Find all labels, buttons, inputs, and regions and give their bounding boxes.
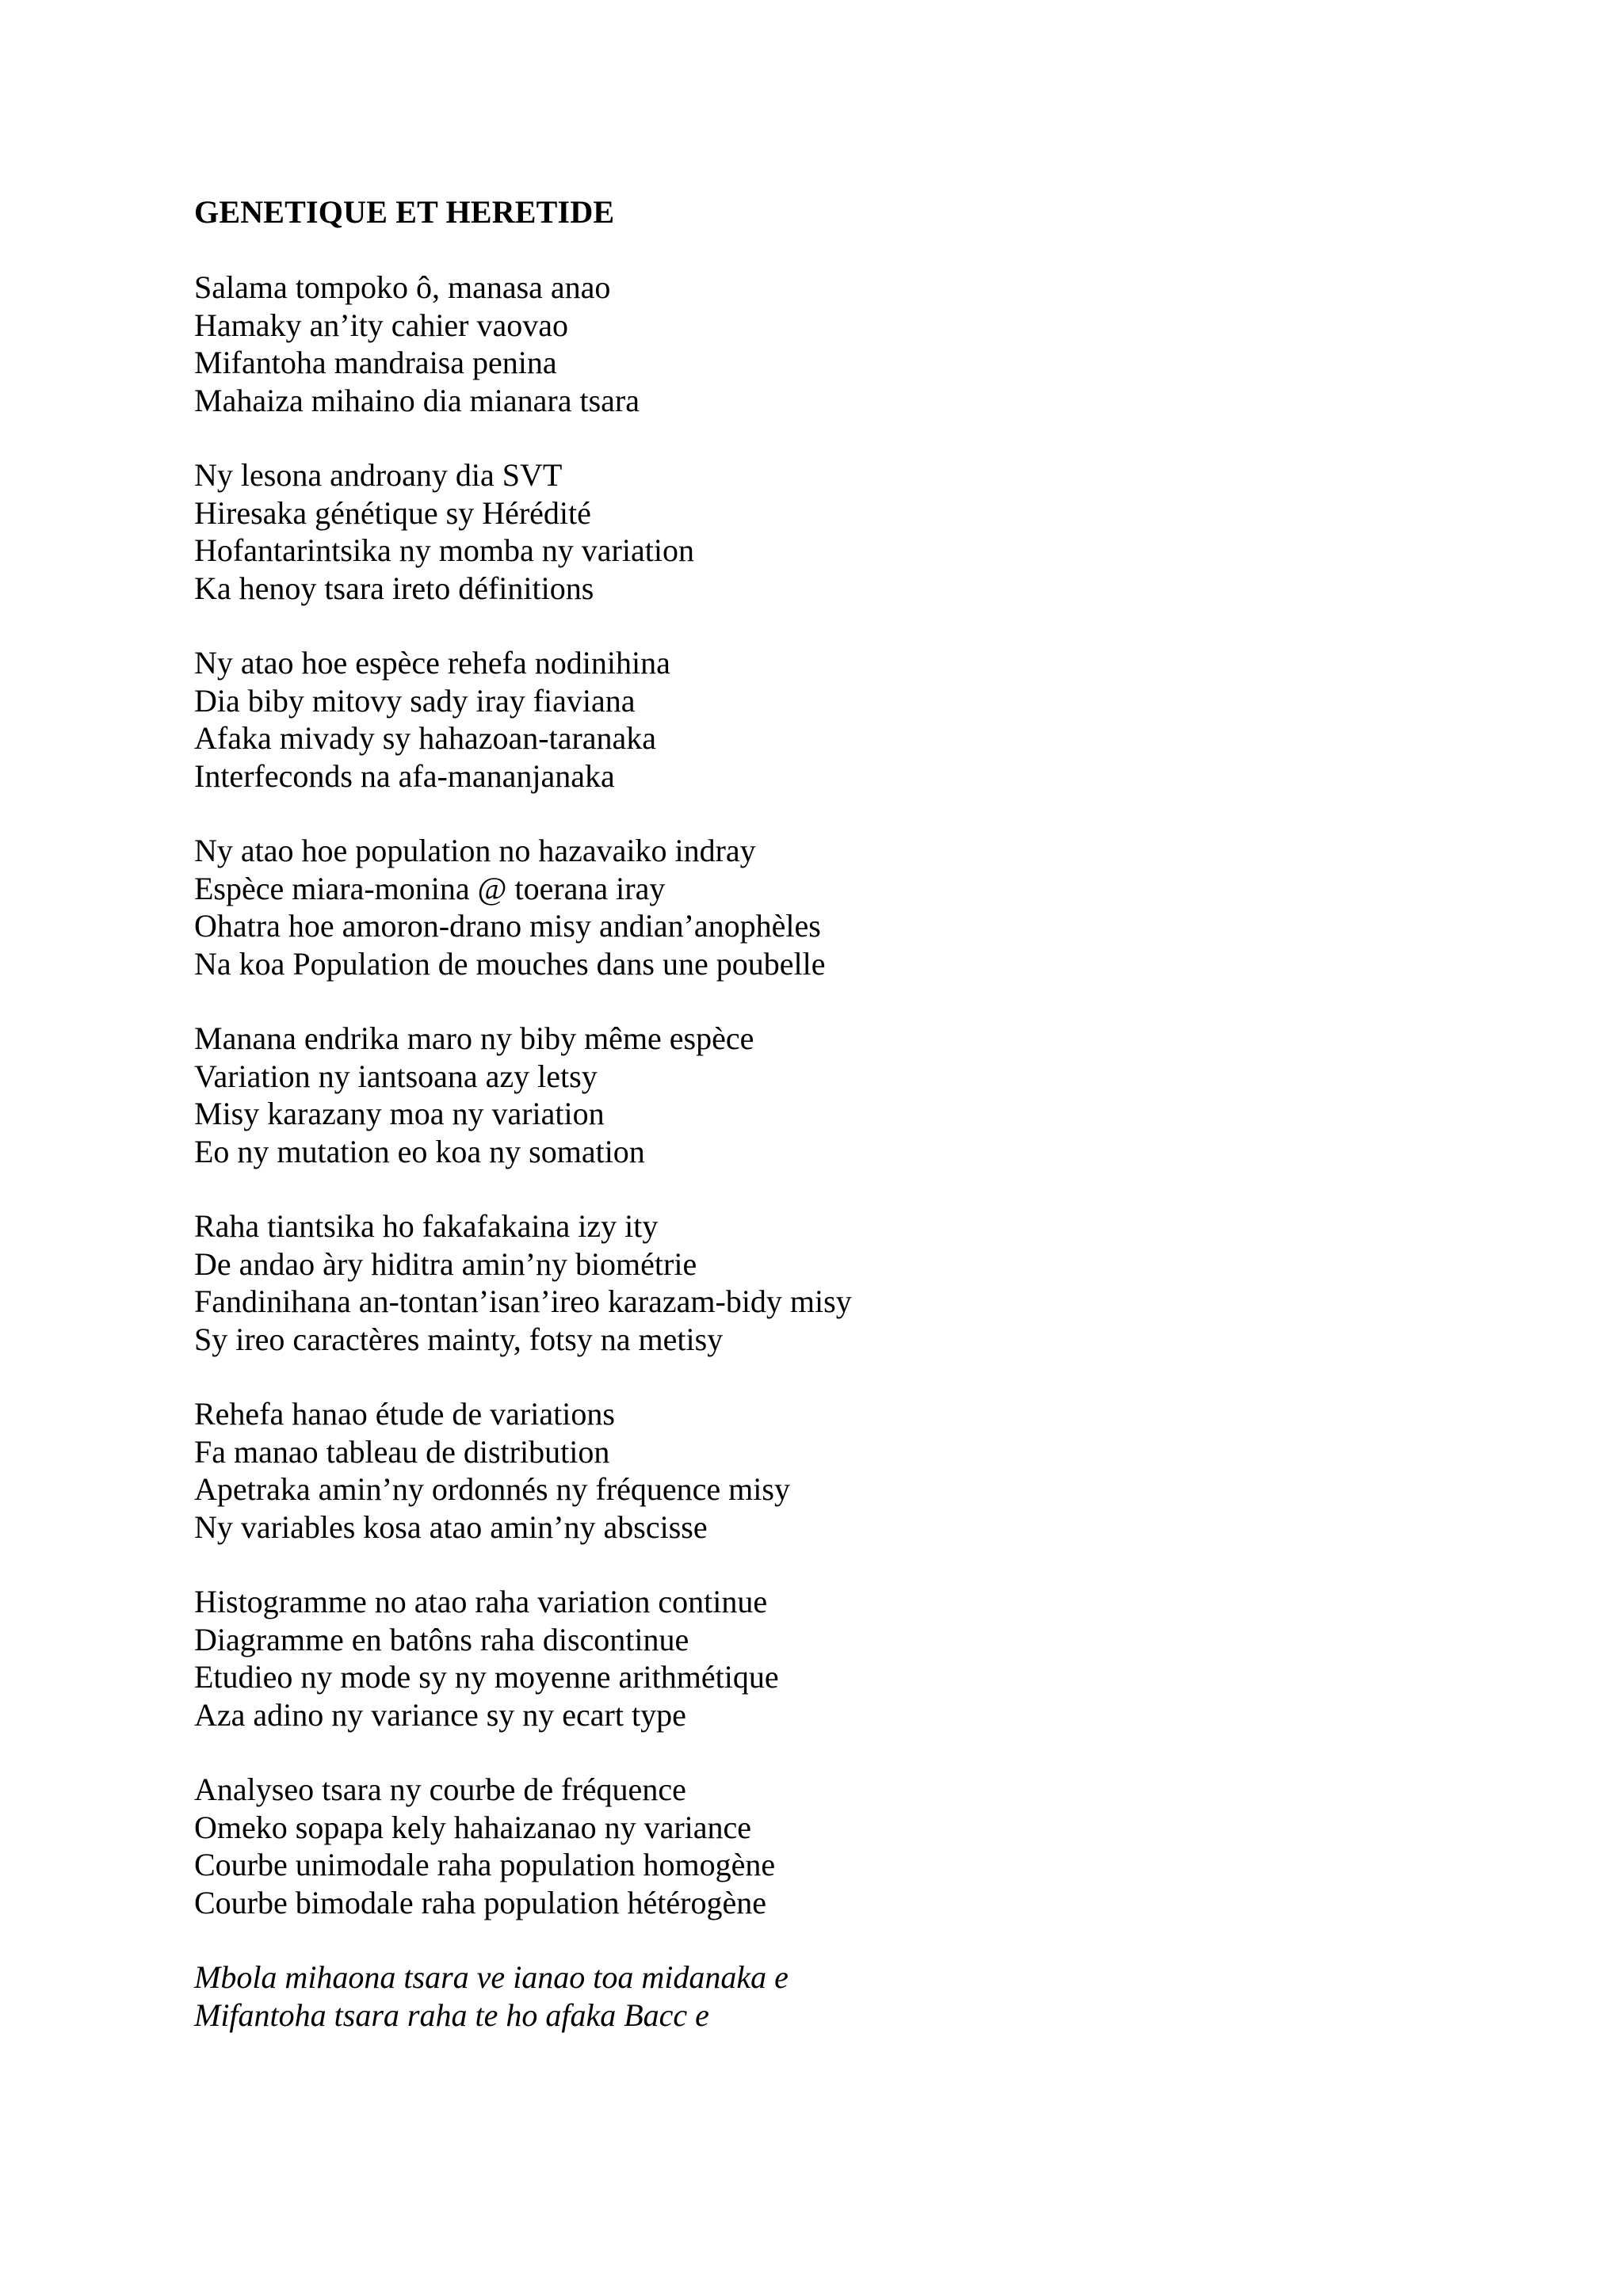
poem-line: Ka henoy tsara ireto définitions <box>194 570 594 606</box>
poem-line: Mbola mihaona tsara ve ianao toa midanaka e <box>194 1959 789 1995</box>
poem-line: Afaka mivady sy hahazoan-taranaka <box>194 720 657 756</box>
poem-line: Ny variables kosa atao amin’ny abscisse <box>194 1508 708 1545</box>
poem-line: Manana endrika maro ny biby même espèce <box>194 1020 754 1056</box>
poem-line: Sy ireo caractères mainty, fotsy na metisy <box>194 1321 724 1357</box>
poem-line: Hofantarintsika ny momba ny variation <box>194 532 694 568</box>
stanza-6 <box>194 1207 1541 1358</box>
poem-line: Dia biby mitovy sady iray fiaviana <box>194 682 636 719</box>
poem-line: Variation ny iantsoana azy letsy <box>194 1058 598 1094</box>
poem-line: Raha tiantsika ho fakafakaina izy ity <box>194 1208 659 1244</box>
poem-line: Ny atao hoe population no hazavaiko indray <box>194 833 756 868</box>
stanza-8 <box>194 1583 1541 1733</box>
poem-line: Interfeconds na afa-mananjanaka <box>194 757 615 794</box>
poem-line: Omeko sopapa kely hahaizanao ny variance <box>194 1809 752 1845</box>
poem-line: Apetraka amin’ny ordonnés ny fréquence misy <box>194 1471 790 1507</box>
poem-line: Ny atao hoe espèce rehefa nodinihina <box>194 645 670 681</box>
poem-line: Diagramme en batôns raha discontinue <box>194 1621 689 1657</box>
poem-line: Ohatra hoe amoron-drano misy andian’anophèles <box>194 908 821 944</box>
poem-line: Na koa Population de mouches dans une poubelle <box>194 945 826 982</box>
poem-line: Courbe bimodale raha population hétérogène <box>194 1884 766 1920</box>
stanza-4 <box>194 832 1541 982</box>
poem-line: Eo ny mutation eo koa ny somation <box>194 1133 645 1169</box>
stanza-5 <box>194 1020 1541 1170</box>
poem-line: Espèce miara-monina @ toerana iray <box>194 870 666 906</box>
poem-line: Fandinihana an-tontan’isan’ireo karazam-bidy misy <box>194 1283 852 1319</box>
poem-line: Misy karazany moa ny variation <box>194 1096 605 1131</box>
poem-line: Etudieo ny mode sy ny moyenne arithmétique <box>194 1659 779 1695</box>
poem-line: Ny lesona androany dia SVT <box>194 457 563 493</box>
document-title: GENETIQUE ET HERETIDE <box>194 194 615 230</box>
poem-line: De andao àry hiditra amin’ny biométrie <box>194 1245 697 1282</box>
stanza-3 <box>194 644 1541 795</box>
poem-line: Hamaky an’ity cahier vaovao <box>194 307 569 343</box>
stanza-1 <box>194 269 1541 419</box>
poem-line: Analyseo tsara ny courbe de fréquence <box>194 1772 686 1807</box>
stanza-list <box>194 269 1541 2034</box>
poem-line: Rehefa hanao étude de variations <box>194 1396 615 1432</box>
stanza-2 <box>194 456 1541 607</box>
poem-line: Aza adino ny variance sy ny ecart type <box>194 1696 686 1733</box>
stanza-9 <box>194 1771 1541 1921</box>
poem-line: Mifantoha tsara raha te ho afaka Bacc e <box>194 1997 709 2033</box>
poem-line: Salama tompoko ô, manasa anao <box>194 269 611 305</box>
poem-line: Histogramme no atao raha variation continue <box>194 1584 768 1619</box>
stanza-7 <box>194 1395 1541 1546</box>
poem-line: Fa manao tableau de distribution <box>194 1433 610 1470</box>
poem-line: Hiresaka génétique sy Hérédité <box>194 494 591 531</box>
poem-line: Courbe unimodale raha population homogène <box>194 1847 776 1882</box>
stanza-10 <box>194 1958 1541 2034</box>
poem-body <box>194 193 1541 2071</box>
poem-line: Mifantoha mandraisa penina <box>194 345 557 380</box>
poem-line: Mahaiza mihaino dia mianara tsara <box>194 382 640 418</box>
